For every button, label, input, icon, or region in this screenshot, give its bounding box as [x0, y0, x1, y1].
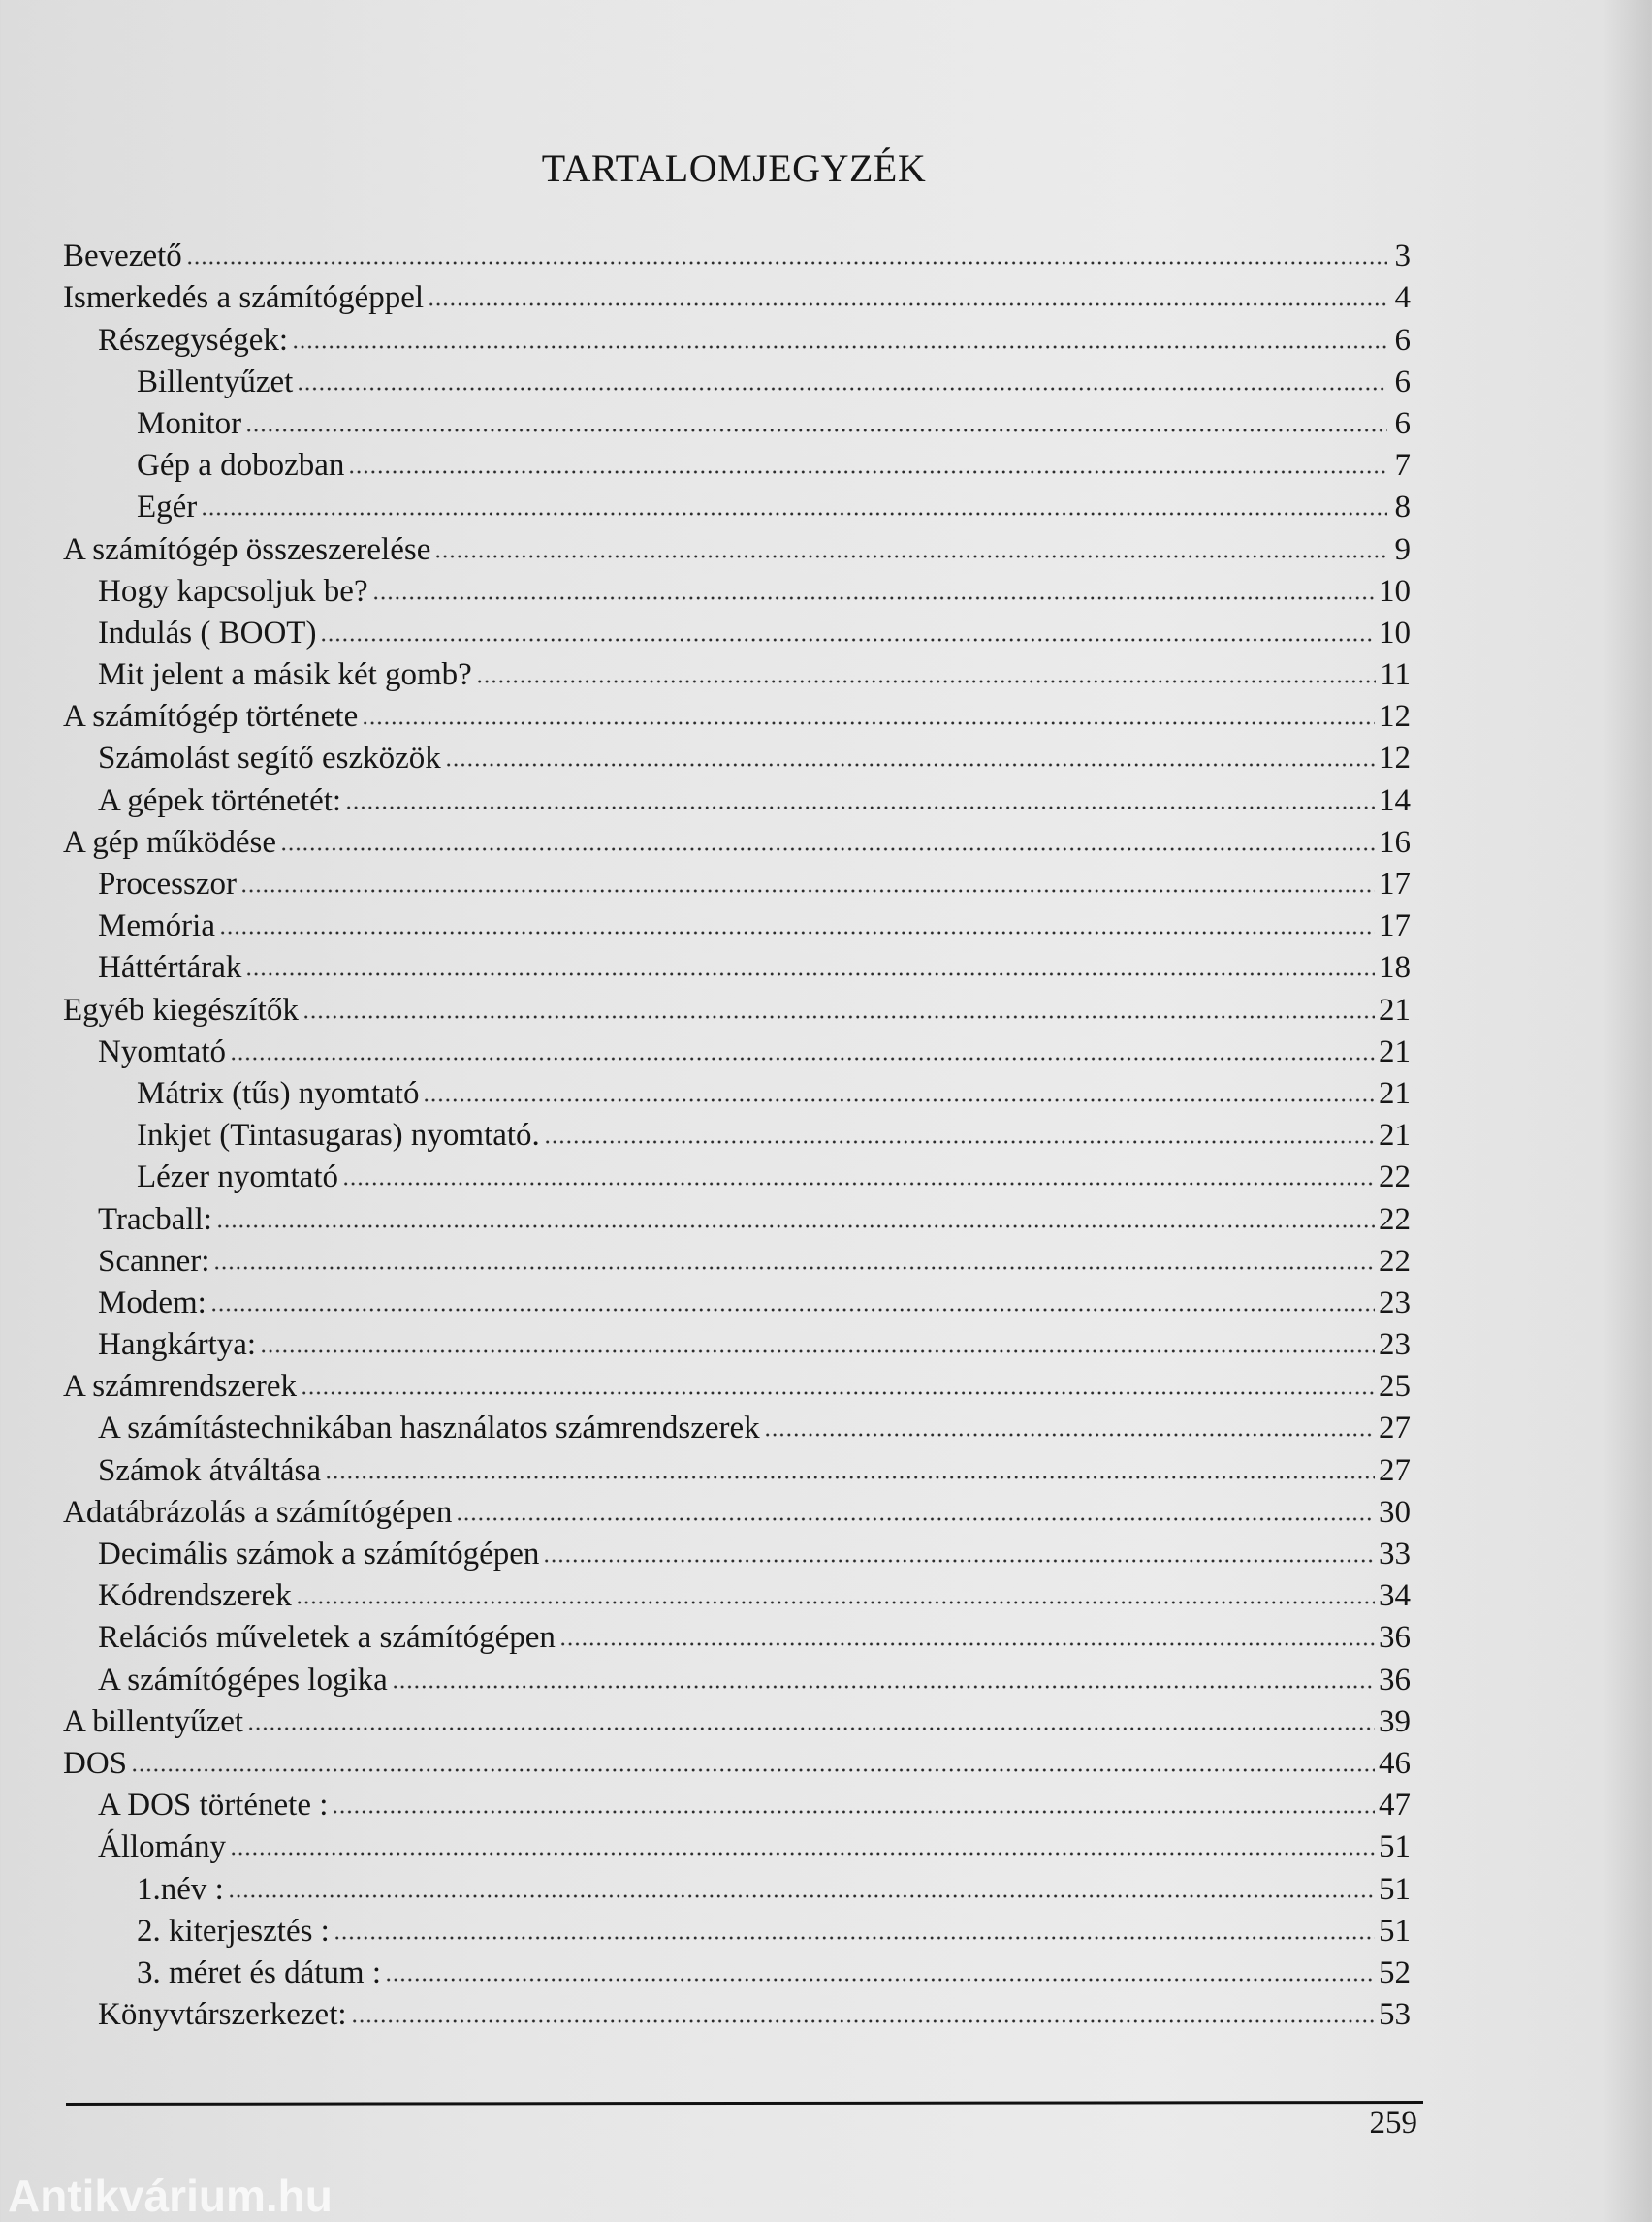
- toc-entry-page: 36: [1379, 1662, 1411, 1698]
- toc-entry-page: 51: [1379, 1871, 1411, 1907]
- toc-entry-label: Mátrix (tűs) nyomtató: [137, 1075, 420, 1111]
- dot-leader: [332, 1808, 1375, 1816]
- toc-entry: [63, 1656, 1411, 1698]
- toc-entry-page: 7: [1394, 448, 1411, 484]
- toc-entry-label: Gép a dobozban: [137, 448, 345, 484]
- toc-entry-label: A gép működése: [63, 824, 276, 860]
- toc-entry: [63, 274, 1411, 316]
- toc-entry: [63, 1908, 1411, 1950]
- dot-leader: [228, 1892, 1375, 1900]
- dot-leader: [230, 1055, 1375, 1063]
- dot-leader: [240, 887, 1375, 895]
- toc-entry-page: 52: [1379, 1954, 1411, 1990]
- toc-entry-page: 17: [1379, 908, 1411, 944]
- dot-leader: [325, 1474, 1375, 1481]
- page-number: 259: [1369, 2106, 1417, 2141]
- dot-leader: [245, 970, 1375, 978]
- dot-leader: [186, 259, 1387, 267]
- toc-entry-page: 9: [1394, 531, 1411, 567]
- toc-entry: [63, 1782, 1411, 1824]
- toc-entry-page: 21: [1379, 992, 1411, 1028]
- toc-entry-page: 3: [1394, 238, 1411, 274]
- dot-leader: [213, 1264, 1375, 1272]
- dot-leader: [280, 845, 1375, 853]
- dot-leader: [302, 1013, 1375, 1021]
- dot-leader: [260, 1348, 1375, 1355]
- toc-entry-label: A számítógép története: [63, 699, 359, 735]
- toc-entry-page: 25: [1379, 1369, 1411, 1405]
- toc-entry-label: Nyomtató: [98, 1033, 226, 1069]
- dot-leader: [210, 1306, 1375, 1314]
- toc-entry: [63, 1154, 1411, 1195]
- toc-entry-label: Részegységek:: [98, 322, 289, 358]
- toc-entry-label: A számítógépes logika: [98, 1662, 388, 1698]
- toc-entry: [63, 1698, 1411, 1740]
- dot-leader: [301, 1389, 1375, 1397]
- dot-leader: [476, 678, 1376, 685]
- toc-entry: [63, 1238, 1411, 1280]
- table-of-contents: [63, 233, 1411, 2033]
- dot-leader: [296, 1599, 1375, 1606]
- toc-entry-page: 22: [1379, 1201, 1411, 1237]
- toc-entry-label: Memória: [98, 908, 215, 944]
- dot-leader: [434, 553, 1387, 560]
- dot-leader: [131, 1766, 1375, 1774]
- toc-entry-label: Billentyűzet: [137, 364, 294, 399]
- toc-entry: [63, 1991, 1411, 2033]
- toc-entry: [63, 1740, 1411, 1782]
- toc-entry: [63, 316, 1411, 358]
- toc-entry-page: 21: [1379, 1033, 1411, 1069]
- dot-leader: [559, 1640, 1375, 1648]
- toc-entry-page: 39: [1379, 1703, 1411, 1739]
- dot-leader: [247, 1725, 1375, 1732]
- toc-entry-page: 12: [1379, 741, 1411, 777]
- toc-entry-page: 51: [1379, 1913, 1411, 1949]
- toc-entry: [63, 442, 1411, 484]
- toc-entry-page: 6: [1394, 364, 1411, 399]
- dot-leader: [334, 1934, 1375, 1942]
- toc-entry-label: Számok átváltása: [98, 1452, 322, 1488]
- dot-leader: [764, 1431, 1375, 1439]
- toc-entry-label: A gépek történetét:: [98, 782, 342, 818]
- toc-entry-page: 11: [1380, 657, 1411, 693]
- toc-entry-page: 10: [1379, 615, 1411, 651]
- toc-entry: [63, 903, 1411, 944]
- toc-entry-page: 33: [1379, 1537, 1411, 1571]
- toc-entry-page: 36: [1379, 1620, 1411, 1656]
- toc-entry: [63, 525, 1411, 567]
- toc-entry: [63, 986, 1411, 1028]
- toc-entry-page: 18: [1379, 950, 1411, 986]
- dot-leader: [372, 594, 1375, 602]
- footer-rule: [66, 2101, 1423, 2106]
- toc-entry-label: Ismerkedés a számítógéppel: [63, 280, 425, 316]
- toc-entry: [63, 777, 1411, 818]
- toc-entry-label: Kódrendszerek: [98, 1578, 292, 1614]
- dot-leader: [219, 929, 1375, 936]
- dot-leader: [348, 468, 1387, 476]
- dot-leader: [201, 510, 1387, 518]
- toc-entry-label: Modem:: [98, 1285, 206, 1320]
- toc-entry: [63, 651, 1411, 693]
- toc-entry: [63, 1950, 1411, 1991]
- toc-entry-page: 12: [1379, 699, 1411, 735]
- toc-entry: [63, 1280, 1411, 1321]
- toc-entry: [63, 693, 1411, 735]
- toc-entry-page: 14: [1379, 782, 1411, 818]
- toc-entry-page: 47: [1379, 1788, 1411, 1824]
- toc-entry: [63, 1321, 1411, 1363]
- toc-entry: [63, 861, 1411, 903]
- toc-entry-page: 6: [1394, 322, 1411, 358]
- toc-entry: [63, 610, 1411, 651]
- toc-entry-label: Egér: [137, 490, 198, 525]
- toc-entry-label: Háttértárak: [98, 950, 242, 986]
- toc-entry-label: A billentyűzet: [63, 1703, 244, 1739]
- toc-entry-page: 51: [1379, 1829, 1411, 1865]
- toc-entry-label: Számolást segítő eszközök: [98, 741, 441, 777]
- toc-entry-label: Monitor: [137, 405, 242, 441]
- dot-leader: [351, 2017, 1375, 2025]
- toc-entry: [63, 359, 1411, 400]
- toc-entry-page: 27: [1379, 1452, 1411, 1488]
- toc-entry-label: A számítástechnikában használatos számrendszerek: [98, 1411, 760, 1446]
- toc-entry: [63, 568, 1411, 610]
- dot-leader: [320, 636, 1375, 644]
- dot-leader: [428, 301, 1387, 308]
- toc-entry-label: Lézer nyomtató: [137, 1159, 338, 1195]
- toc-entry-page: 4: [1394, 280, 1411, 316]
- toc-entry-label: A számítógép összeszerelése: [63, 531, 431, 567]
- dot-leader: [423, 1096, 1375, 1104]
- toc-entry: [63, 1824, 1411, 1865]
- toc-entry-label: 2. kiterjesztés :: [137, 1913, 330, 1949]
- toc-entry: [63, 1112, 1411, 1154]
- toc-entry-label: 1.név :: [137, 1871, 224, 1907]
- toc-entry-page: 46: [1379, 1745, 1411, 1781]
- toc-entry: [63, 735, 1411, 777]
- toc-entry-label: Bevezető: [63, 238, 182, 274]
- toc-entry: [63, 1489, 1411, 1531]
- toc-entry-page: 22: [1379, 1243, 1411, 1279]
- dot-leader: [342, 1180, 1375, 1188]
- dot-leader: [345, 804, 1375, 811]
- dot-leader: [245, 427, 1387, 434]
- dot-leader: [230, 1850, 1375, 1857]
- toc-entry-label: A DOS története :: [98, 1788, 329, 1824]
- toc-entry-page: 10: [1379, 573, 1411, 609]
- toc-entry: [63, 944, 1411, 986]
- toc-entry-page: 53: [1379, 1997, 1411, 2033]
- toc-entry-page: 34: [1379, 1578, 1411, 1614]
- toc-entry: [63, 1363, 1411, 1405]
- toc-entry-label: Scanner:: [98, 1243, 210, 1279]
- toc-entry-label: Hogy kapcsoljuk be?: [98, 573, 368, 609]
- toc-entry-page: 21: [1379, 1118, 1411, 1154]
- toc-entry-label: A számrendszerek: [63, 1369, 297, 1405]
- toc-entry: [63, 1446, 1411, 1488]
- toc-entry-label: Relációs műveletek a számítógépen: [98, 1620, 556, 1656]
- toc-entry-label: Decimális számok a számítógépen: [98, 1537, 540, 1571]
- toc-entry-page: 16: [1379, 824, 1411, 860]
- toc-entry-label: Tracball:: [98, 1201, 212, 1237]
- toc-entry-label: Könyvtárszerkezet:: [98, 1997, 347, 2033]
- toc-entry: [63, 1070, 1411, 1112]
- toc-entry-label: Processzor: [98, 867, 237, 902]
- toc-entry-label: Adatábrázolás a számítógépen: [63, 1494, 453, 1530]
- toc-entry: [63, 1531, 1411, 1572]
- toc-entry-label: DOS: [63, 1745, 128, 1781]
- dot-leader: [216, 1222, 1375, 1230]
- toc-entry-label: Mit jelent a másik két gomb?: [98, 657, 472, 693]
- dot-leader: [445, 761, 1375, 769]
- toc-entry-label: Inkjet (Tintasugaras) nyomtató.: [137, 1118, 540, 1154]
- toc-entry: [63, 1865, 1411, 1907]
- dot-leader: [362, 719, 1375, 727]
- toc-entry: [63, 484, 1411, 525]
- toc-entry-page: 27: [1379, 1411, 1411, 1446]
- toc-entry-page: 8: [1394, 490, 1411, 525]
- toc-entry-page: 6: [1394, 405, 1411, 441]
- page-title: TARTALOMJEGYZÉK: [541, 146, 927, 190]
- toc-entry-label: 3. méret és dátum :: [137, 1954, 382, 1990]
- toc-entry-page: 23: [1379, 1327, 1411, 1363]
- toc-entry: [63, 819, 1411, 861]
- toc-entry: [63, 400, 1411, 442]
- toc-entry-label: Hangkártya:: [98, 1327, 257, 1363]
- toc-entry: [63, 1572, 1411, 1614]
- toc-entry-page: 22: [1379, 1159, 1411, 1195]
- toc-entry-page: 30: [1379, 1494, 1411, 1530]
- toc-entry: [63, 1195, 1411, 1237]
- dot-leader: [543, 1557, 1375, 1565]
- toc-entry-label: Állomány: [98, 1829, 226, 1865]
- toc-entry: [63, 1614, 1411, 1656]
- toc-entry-label: Indulás ( BOOT): [98, 615, 317, 651]
- toc-entry-page: 21: [1379, 1075, 1411, 1111]
- toc-entry: [63, 1405, 1411, 1446]
- toc-entry-page: 17: [1379, 867, 1411, 902]
- dot-leader: [292, 343, 1387, 351]
- dot-leader: [456, 1515, 1375, 1523]
- toc-entry-page: 23: [1379, 1285, 1411, 1320]
- dot-leader: [297, 385, 1387, 393]
- toc-entry-label: Egyéb kiegészítők: [63, 992, 299, 1028]
- dot-leader: [385, 1976, 1375, 1984]
- dot-leader: [392, 1683, 1375, 1691]
- toc-entry: [63, 1029, 1411, 1070]
- toc-entry: [63, 233, 1411, 274]
- dot-leader: [544, 1138, 1375, 1146]
- watermark: Antikvárium.hu: [8, 2171, 333, 2221]
